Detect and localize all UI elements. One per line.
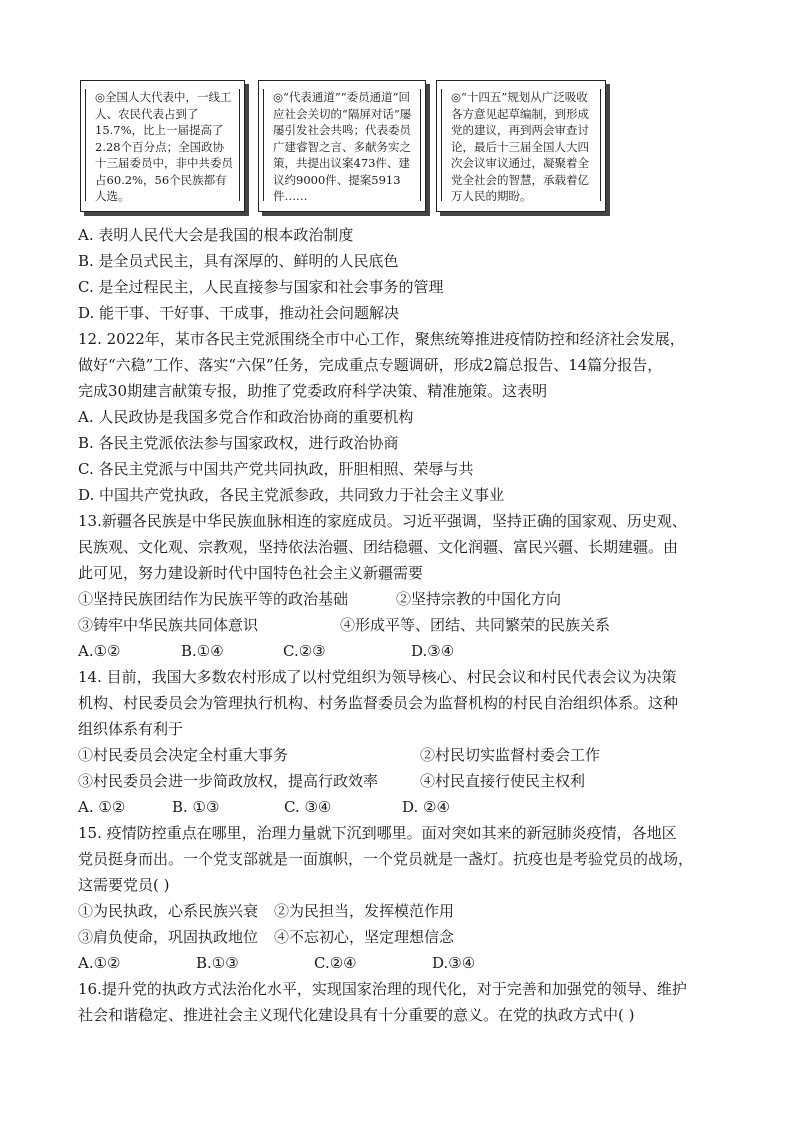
q13-stem-line: 民族观、文化观、宗教观，坚持依法治疆、团结稳疆、文化润疆、富民兴疆、长期建疆。由: [78, 538, 679, 556]
q14-choice-a: A. ①②: [78, 798, 126, 816]
q15-choice-c: C.②④: [314, 954, 357, 972]
q15-choices: [78, 950, 728, 976]
q12-option-a: A. 人民政协是我国多党合作和政治协商的重要机构: [78, 408, 414, 426]
q13-stem-line: 13.新疆各民族是中华民族血脉相连的家庭成员。习近平强调，坚持正确的国家观、历史观、: [78, 512, 687, 530]
q11-option-b: B. 是全员式民主，具有深厚的、鲜明的人民底色: [78, 252, 399, 270]
q14-choices: [78, 794, 728, 820]
q14-stem-line: 机构、村民委员会为管理执行机构、村务监督委员会为监督机构的村民自治组织体系。这种: [78, 694, 679, 712]
question-14: [78, 664, 728, 820]
q14-choice-c: C. ③④: [284, 798, 332, 816]
q12-option-b: B. 各民主党派依法参与国家政权，进行政治协商: [78, 434, 399, 452]
question-13: [78, 508, 728, 664]
q14-item-1: ①村民委员会决定全村重大事务: [78, 746, 289, 764]
q12-stem-line: 做好“六稳”工作、落实“六保”任务，完成重点专题调研，形成2篇总报告、14篇分报告，: [78, 356, 663, 374]
q11-option-a: A. 表明人民代大会是我国的根本政治制度: [78, 226, 354, 244]
panel-14th-five-year-plan: [436, 80, 606, 212]
q13-choice-d: D.③④: [411, 642, 455, 660]
q13-item-row: [78, 586, 728, 612]
question-15: [78, 820, 728, 976]
question-content: [78, 222, 728, 1028]
q15-stem-line: 15. 疫情防控重点在哪里，治理力量就下沉到哪里。面对突如其来的新冠肺炎疫情，各地区: [78, 824, 677, 842]
q13-choices: [78, 638, 728, 664]
q16-stem-line: 社会和谐稳定、推进社会主义现代化建设具有十分重要的意义。在党的执政方式中( ): [78, 1006, 635, 1024]
q13-choice-c: C.②③: [283, 642, 326, 660]
q12-option-d: D. 中国共产党执政，各民主党派参政，共同致力于社会主义事业: [78, 486, 505, 504]
illustration-panels: [80, 80, 610, 220]
q12-option-c: C. 各民主党派与中国共产党共同执政，肝胆相照、荣辱与共: [78, 460, 474, 478]
panel-npc-representatives: [80, 80, 245, 212]
q13-item-4: ④形成平等、团结、共同繁荣的民族关系: [340, 616, 611, 634]
panel-text: ◎“代表通道”“委员通道”回应社会关切的“隔屏对话”屡屡引发社会共鸣；代表委员广建睿智之言、多献务实之策，共提出议案473件、建议约9000件、提案5913件……: [273, 90, 412, 203]
q13-choice-b: B.①④: [181, 642, 224, 660]
q11-option-c: C. 是全过程民主，人民直接参与国家和社会事务的管理: [78, 278, 444, 296]
q15-item-2: ②为民担当，发挥模范作用: [274, 902, 455, 920]
q14-stem-line: 14. 目前，我国大多数农村形成了以村党组织为领导核心、村民会议和村民代表会议为决策: [78, 668, 677, 686]
panel-text: ◎全国人大代表中，一线工人、农民代表占到了15.7%，比上一届提高了2.28个百分点；全国政协十三届委员中，非中共委员占60.2%，56个民族都有人选。: [95, 90, 233, 203]
q13-choice-a: A.①②: [78, 642, 121, 660]
q11-option-d: D. 能干事、干好事、干成事，推动社会问题解决: [78, 304, 400, 322]
q13-item-1: ①坚持民族团结作为民族平等的政治基础: [78, 590, 349, 608]
question-12: [78, 326, 728, 508]
q15-stem-line: 党员挺身而出。一个党支部就是一面旗帜，一个党员就是一盏灯。抗疫也是考验党员的战场，: [78, 850, 694, 868]
q15-item-4: ④不忘初心，坚定理想信念: [274, 928, 455, 946]
q15-item-3: ③肩负使命，巩固执政地位: [78, 928, 259, 946]
q13-item-3: ③铸牢中华民族共同体意识: [78, 616, 259, 634]
q14-item-row: [78, 768, 728, 794]
q15-item-row: [78, 898, 728, 924]
question-16: [78, 976, 728, 1028]
q12-stem-line: 完成30期建言献策专报，助推了党委政府科学决策、精准施策。这表明: [78, 382, 548, 400]
q13-stem-line: 此可见，努力建设新时代中国特色社会主义新疆需要: [78, 564, 424, 582]
q11-options: [78, 222, 728, 326]
q14-item-2: ②村民切实监督村委会工作: [420, 746, 601, 764]
q14-stem-line: 组织体系有利于: [78, 720, 184, 738]
q15-choice-d: D.③④: [432, 954, 476, 972]
q15-item-row: [78, 924, 728, 950]
q16-stem-line: 16.提升党的执政方式法治化水平，实现国家治理的现代化，对于完善和加强党的领导、维护: [78, 980, 687, 998]
panel-representative-channel: [258, 80, 426, 212]
q14-item-row: [78, 742, 728, 768]
q14-choice-b: B. ①③: [172, 798, 220, 816]
q12-stem-line: 12. 2022年，某市各民主党派围绕全市中心工作，聚焦统筹推进疫情防控和经济社会发展，: [78, 330, 685, 348]
q14-item-4: ④村民直接行使民主权利: [420, 772, 586, 790]
q15-choice-b: B.①③: [196, 954, 239, 972]
q14-choice-d: D. ②④: [402, 798, 450, 816]
q15-stem-line: 这需要党员( ): [78, 876, 170, 894]
panel-text: ◎“十四五”规划从广泛吸收各方意见起草编制，到形成党的建议，再到两会审查讨论，最后十三届全国人大四次会议审议通过，凝聚着全党全社会的智慧，承载着亿万人民的期盼。: [451, 90, 589, 203]
q13-item-2: ②坚持宗教的中国化方向: [396, 590, 562, 608]
q13-item-row: [78, 612, 728, 638]
q15-choice-a: A.①②: [78, 954, 121, 972]
q14-item-3: ③村民委员会进一步简政放权，提高行政效率: [78, 772, 379, 790]
q15-item-1: ①为民执政，心系民族兴衰: [78, 902, 259, 920]
